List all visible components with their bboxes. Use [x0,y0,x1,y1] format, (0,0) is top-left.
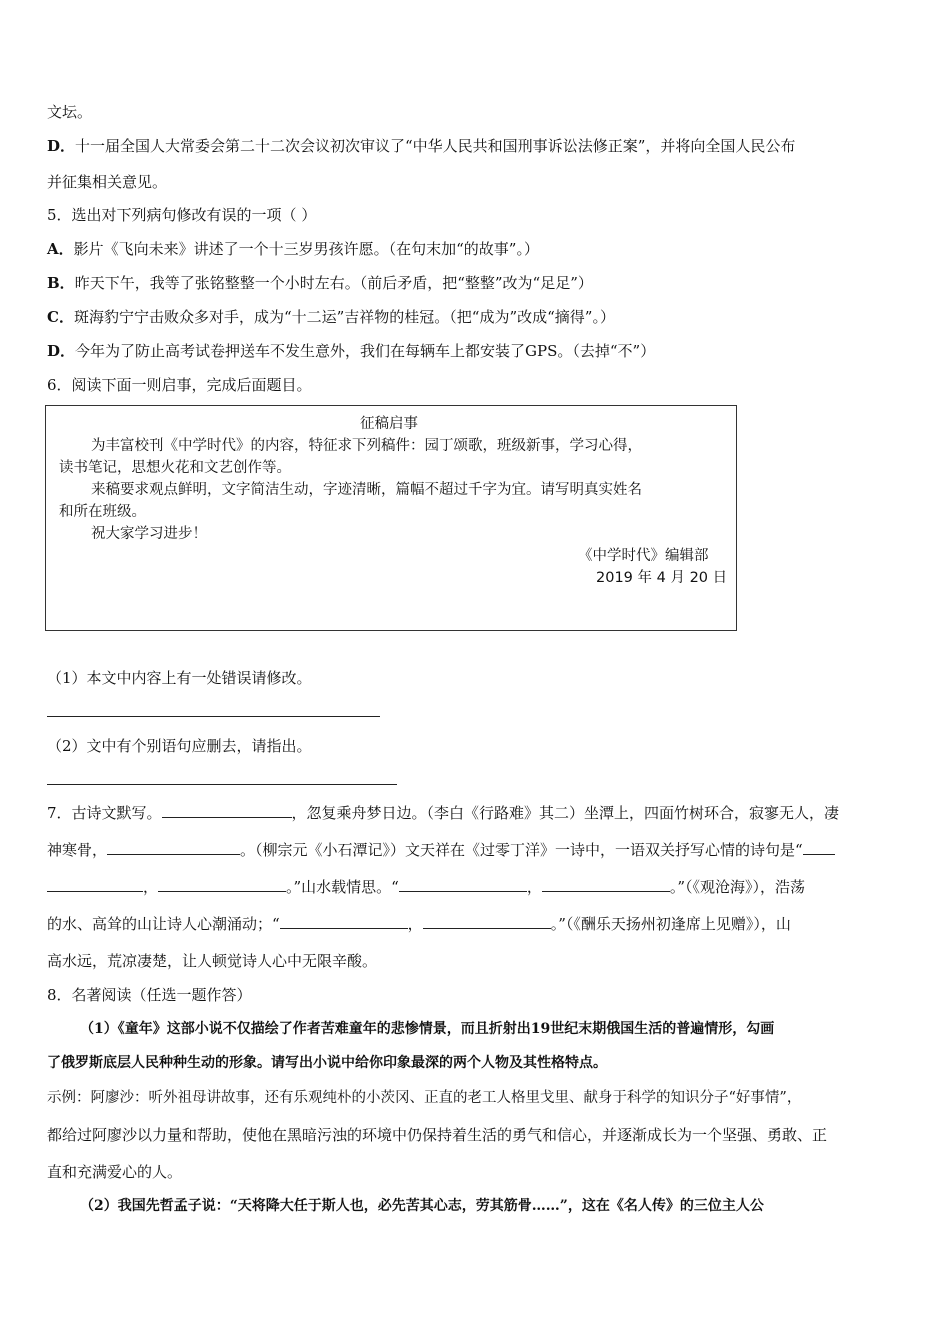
notice-date: 2019 年 4 月 20 日 [596,570,728,586]
blank[interactable] [47,877,143,892]
notice-box [45,405,737,631]
blank[interactable] [107,840,240,855]
blank[interactable] [423,914,551,929]
question-6-sub-1: （1）本文中内容上有一处错误请修改。 [47,669,312,687]
blank[interactable] [542,877,670,892]
notice-paragraph: 为丰富校刊《中学时代》的内容，特征求下列稿件：园丁颂歌，班级新事，学习心得， [91,438,642,454]
question-7-line: 高水远，荒凉凄楚，让人顿觉诗人心中无限辛酸。 [47,952,378,970]
notice-signature: 《中学时代》编辑部 [578,548,709,564]
blank[interactable] [162,803,292,818]
notice-title: 征稿启事 [360,416,418,432]
example-text: 直和充满爱心的人。 [47,1163,183,1181]
option-label: A． [47,240,74,258]
notice-paragraph: 来稿要求观点鲜明，文字简洁生动，字迹清晰，篇幅不超过千字为宜。请写明真实姓名 [91,482,642,498]
question-7-line: 的水、高耸的山让诗人心潮涌动；“ ， 。”（《酬乐天扬州初逢席上见赠》），山 [47,915,791,933]
text-line: 文坛。 [47,103,93,121]
answer-line[interactable] [47,784,397,785]
answer-line[interactable] [47,716,380,717]
notice-greeting: 祝大家学习进步！ [91,526,207,542]
blank[interactable] [399,877,527,892]
text-line: 并征集相关意见。 [47,173,168,191]
question-7-line: ， 。”山水载情思。“ ， 。”（《观沧海》），浩荡 [47,877,805,897]
notice-paragraph: 读书笔记，思想火花和文艺创作等。 [59,460,291,476]
blank[interactable] [803,840,835,855]
option-a: A．影片《飞向未来》讲述了一个十三岁男孩许愿。（在句末加“的故事”。） [47,240,539,258]
option-label: C． [47,308,74,326]
question-8-stem: 8．名著阅读（任选一题作答） [47,986,252,1004]
blank[interactable] [158,877,286,892]
option-c: C．斑海豹宁宁击败众多对手，成为“十二运”吉祥物的桂冠。（把“成为”改成“摘得”。） [47,308,615,326]
question-6-sub-2: （2）文中有个别语句应删去，请指出。 [47,737,312,755]
question-6-stem: 6．阅读下面一则启事，完成后面题目。 [47,376,312,394]
option-label: B． [47,274,75,292]
question-7-line: 7．古诗文默写。 ，忽复乘舟梦日边。（李白《行路难》其二）坐潭上，四面竹树环合，寂寥无人，凄 [47,804,840,822]
notice-paragraph: 和所在班级。 [59,504,146,520]
option-d-line: D．十一届全国人大常委会第二十二次会议初次审议了“中华人民共和国刑事诉讼法修正案”，并将向全国人民公布 [47,137,796,155]
option-label: D． [47,342,76,360]
question-5-stem: 5．选出对下列病句修改有误的一项（ ） [47,206,317,224]
example-text: 都给过阿廖沙以力量和帮助，使他在黑暗污浊的环境中仍保持着生活的勇气和信心，并逐渐成长为一个坚强、勇敢、正 [47,1126,828,1144]
option-b: B．昨天下午，我等了张铭整整一个小时左右。（前后矛盾，把“整整”改为“足足”） [47,274,593,292]
question-8-part-1: （1）《童年》这部小说不仅描绘了作者苦难童年的悲惨情景，而且折射出19世纪末期俄国生活的普遍情形，勾画 [80,1021,775,1037]
question-8-part-2: （2）我国先哲孟子说：“天将降大任于斯人也，必先苦其心志，劳其筋骨……”，这在《名人传》的三位主人公 [80,1198,764,1214]
example-text: 示例：阿廖沙：听外祖母讲故事，还有乐观纯朴的小茨冈、正直的老工人格里戈里、献身于科学的知识分子“好事情”， [47,1090,802,1106]
question-7-line: 神寒骨， 。（柳宗元《小石潭记》）文天祥在《过零丁洋》一诗中，一语双关抒写心情的诗句是“ [47,840,835,860]
option-d: D．今年为了防止高考试卷押送车不发生意外，我们在每辆车上都安装了GPS。（去掉“不”） [47,342,656,360]
blank[interactable] [280,914,408,929]
option-label: D． [47,137,76,155]
question-8-part-1: 了俄罗斯底层人民种种生动的形象。请写出小说中给你印象最深的两个人物及其性格特点。 [47,1055,607,1071]
